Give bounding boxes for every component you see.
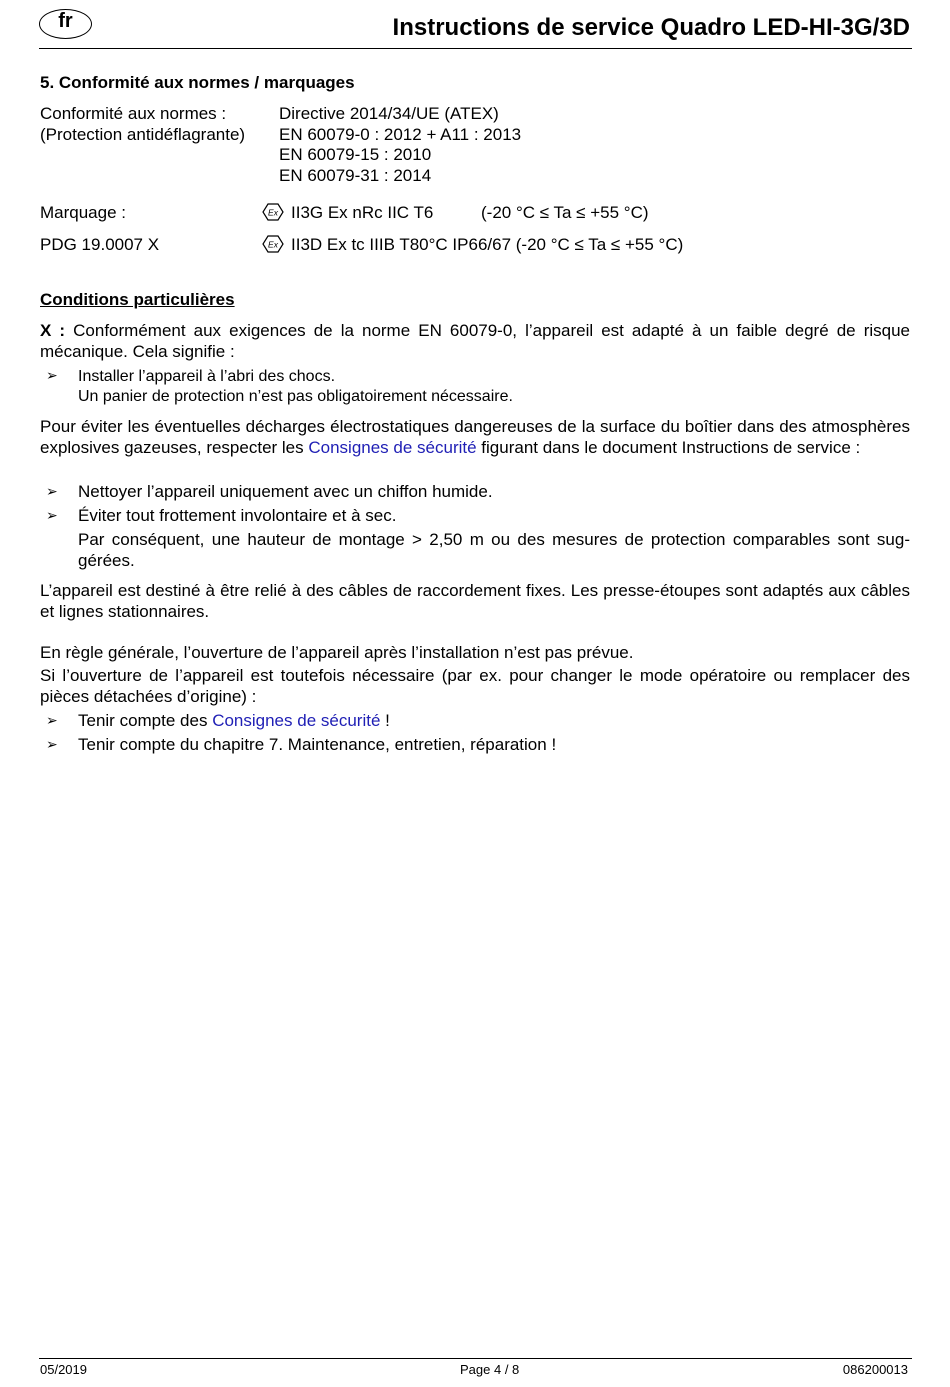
list-item-text: Tenir compte des <box>78 711 213 730</box>
esd-text-end: figurant dans le document Instructions de service : <box>476 438 861 457</box>
conformity-sublabel: (Protection antidéflagrante) <box>40 125 246 144</box>
opening-paragraph: En règle générale, l’ouverture de l’appareil après l’installation n’est pas prévue. <box>40 643 634 662</box>
document-title: Instructions de service Quadro LED-HI-3G/3D <box>392 14 910 41</box>
list-item: Installer l’appareil à l’abri des chocs. <box>78 368 336 385</box>
cables-paragraph: L’appareil est destiné à être relié à des câbles de raccordement fixes. Les presse-étoupes sont adaptés aux câbles et lignes stationnaires. <box>40 581 910 621</box>
list-item-text-end: ! <box>380 711 390 730</box>
ex-hexagon-icon <box>262 203 284 221</box>
norm-item: EN 60079-15 : 2010 <box>279 145 432 164</box>
conditions-heading: Conditions particulières <box>40 290 235 309</box>
norm-item: EN 60079-0 : 2012 + A11 : 2013 <box>279 125 522 144</box>
list-item-note: Par conséquent, une hauteur de montage > 2,50 m ou des mesures de protection comparables sont suggérées. <box>78 530 910 570</box>
x-prefix: X : <box>40 321 66 340</box>
marquage-label: Marquage : <box>40 203 126 222</box>
language-badge: fr <box>58 10 73 32</box>
footer-doc-number: 086200013 <box>842 1362 908 1377</box>
safety-instructions-link[interactable]: Consignes de sécurité <box>308 438 477 457</box>
footer-rule <box>39 1358 912 1359</box>
svg-text:Ex: Ex <box>268 207 278 218</box>
list-item: Tenir compte du chapitre 7. Maintenance, entretien, réparation ! <box>78 735 557 754</box>
marquage-gas: II3G Ex nRc IIC T6 <box>291 203 434 222</box>
footer-date: 05/2019 <box>40 1362 87 1377</box>
footer-page-number: Page 4 / 8 <box>460 1362 520 1377</box>
marquage-gas-range: (-20 °C ≤ Ta ≤ +55 °C) <box>481 203 649 222</box>
marquage-dust: II3D Ex tc IIIB T80°C IP66/67 (-20 °C ≤ Ta ≤ +55 °C) <box>291 235 684 254</box>
esd-paragraph <box>40 416 910 458</box>
bullet-icon: ➢ <box>46 483 58 499</box>
ex-marking-1 <box>262 200 284 221</box>
bullet-icon: ➢ <box>46 712 58 728</box>
ex-hexagon-icon <box>262 235 284 253</box>
header-rule <box>39 48 912 49</box>
ex-marking-2 <box>262 232 284 253</box>
safety-instructions-link[interactable]: Consignes de sécurité <box>212 711 381 730</box>
svg-text:Ex: Ex <box>268 239 278 250</box>
conformity-label: Conformité aux normes : <box>40 104 227 123</box>
section-heading: 5. Conformité aux normes / marquages <box>40 73 355 92</box>
list-item: Nettoyer l’appareil uniquement avec un chiffon humide. <box>78 482 493 501</box>
norm-item: EN 60079-31 : 2014 <box>279 166 432 185</box>
x-condition-paragraph <box>40 320 910 362</box>
bullet-icon: ➢ <box>46 367 58 383</box>
bullet-icon: ➢ <box>46 736 58 752</box>
opening-paragraph-2: Si l’ouverture de l’appareil est toutefois nécessaire (par ex. pour changer le mode opératoire ou remplacer des pièces détachées d’origine) : <box>40 666 910 706</box>
esd-text: Pour éviter les éventuelles décharges électrostatiques dangereuses de la surface du boîtier dans des atmosphères explosives gazeuses, respecter les <box>40 417 910 457</box>
x-condition-text: Conformément aux exigences de la norme EN 60079-0, l’appareil est adapté à un faible degré de risque mécanique. Cela signifie : <box>40 321 910 361</box>
norm-item: Directive 2014/34/UE (ATEX) <box>279 104 499 123</box>
list-item <box>78 710 390 731</box>
list-item: Éviter tout frottement involontaire et à sec. <box>78 506 397 525</box>
list-item-continuation: Un panier de protection n’est pas obligatoirement nécessaire. <box>78 388 513 405</box>
pdg-label: PDG 19.0007 X <box>40 235 160 254</box>
bullet-icon: ➢ <box>46 507 58 523</box>
